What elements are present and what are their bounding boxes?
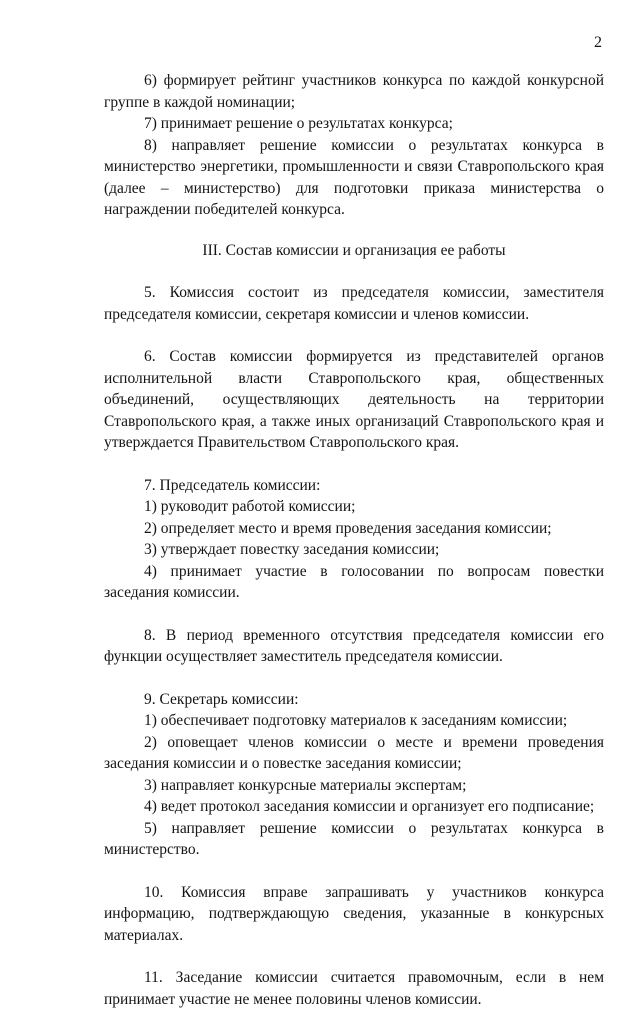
- paragraph: 8. В период временного отсутствия председателя комиссии его функции осуществляет заместитель председателя комиссии.: [104, 626, 604, 665]
- list-item: 4) принимает участие в голосовании по вопросам повестки заседания комиссии.: [104, 562, 604, 601]
- list-item: 1) обеспечивает подготовку материалов к заседаниям комиссии;: [144, 712, 568, 729]
- paragraph: 9. Секретарь комиссии:: [144, 690, 299, 708]
- paragraph: 7) принимает решение о результатах конкурса;: [144, 115, 453, 132]
- list-item: 3) утверждает повестку заседания комиссии;: [144, 541, 440, 558]
- paragraph: 11. Заседание комиссии считается правомочным, если в нем принимает участие не менее половины членов комиссии.: [104, 969, 604, 1008]
- paragraph: 8) направляет решение комиссии о результатах конкурса в министерство энергетики, промышленности и связи Ставропольского края (далее – министерство) для подготовки приказа министерства о награждении победителей конкурса.: [104, 136, 604, 218]
- paragraph: 10. Комиссия вправе запрашивать у участников конкурса информацию, подтверждающую сведения, указанные в конкурсных материалах.: [104, 883, 604, 944]
- paragraph: 6) формирует рейтинг участников конкурса по каждой конкурсной группе в каждой номинации;: [104, 72, 604, 111]
- list-item: 5) направляет решение комиссии о результатах конкурса в министерство.: [104, 819, 604, 858]
- list-item: 4) ведет протокол заседания комиссии и организует его подписание;: [144, 798, 595, 815]
- list-item: 2) оповещает членов комиссии о месте и времени проведения заседания комиссии и о повестке заседания комиссии;: [104, 733, 604, 772]
- paragraph: 6. Состав комиссии формируется из представителей органов исполнительной власти Ставропольского края, общественных объединений, осуществляющих деятельность на территории Ставропольского края, а также иных организаций Ставропольского края и утверждается Правительством Ставропольского края.: [104, 348, 604, 451]
- document-body: [104, 70, 604, 1010]
- paragraph: 7. Председатель комиссии:: [144, 476, 321, 494]
- list-item: 3) направляет конкурсные материалы экспертам;: [144, 776, 467, 794]
- list-item: 2) определяет место и время проведения заседания комиссии;: [144, 519, 552, 537]
- page-number: 2: [594, 34, 602, 51]
- paragraph: 5. Комиссия состоит из председателя комиссии, заместителя председателя комиссии, секретаря комиссии и членов комиссии.: [104, 284, 604, 323]
- section-heading: III. Состав комиссии и организация ее работы: [202, 241, 506, 259]
- list-item: 1) руководит работой комиссии;: [144, 498, 356, 515]
